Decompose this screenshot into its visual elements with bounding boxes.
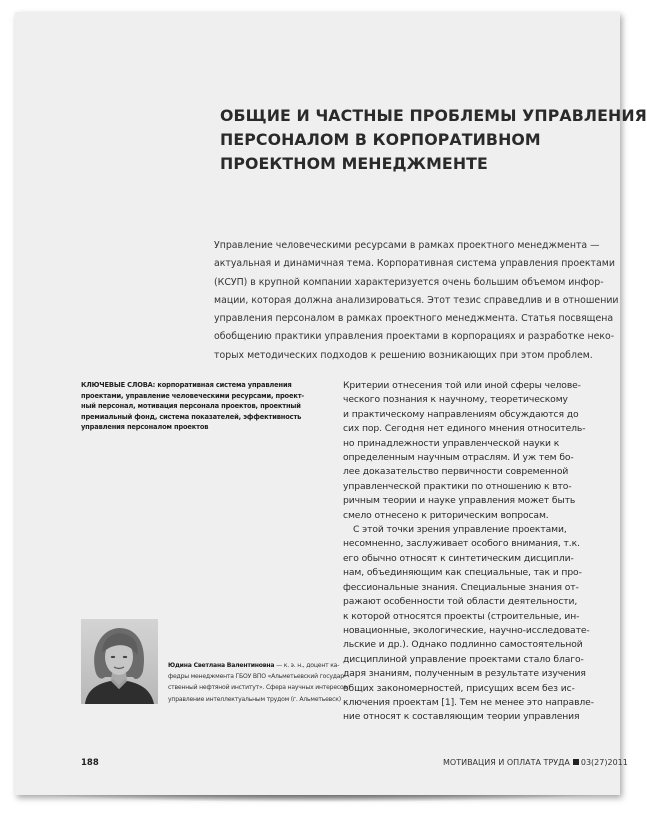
body-line: дисциплиной управление проектами стало благо-	[343, 653, 584, 665]
body-line: к которой относятся проекты (строительные, ин-	[343, 610, 580, 622]
keywords-line: премиальный фонд, система показателей, эффективность	[81, 411, 302, 421]
issue-number: 03(27)2011	[580, 758, 628, 767]
body-line: определенным научным отраслям. И уж тем бо-	[343, 452, 574, 464]
keywords-line: проектами, управление человеческими ресурсами, проект-	[81, 390, 305, 400]
body-line: нам, объединяющим как специальные, так и про-	[343, 567, 582, 579]
keywords-line: ный персонал, мотивация персонала проектов, проектный	[81, 401, 301, 411]
abstract-line: Управление человеческими ресурсами в рамках проектного менеджмента —	[214, 240, 600, 251]
author-portrait-image	[81, 619, 158, 704]
body-line: несомненно, заслуживает особого внимания, т.к.	[343, 538, 580, 550]
body-line: льские и др.). Однако подлинно самостоятельной	[343, 639, 583, 651]
abstract-line: обобщению практики управления проектами в корпорациях и разработке неко-	[214, 331, 615, 343]
body-line: ражают особенности той области деятельности,	[343, 596, 578, 608]
keywords-line: управления персоналом проектов	[81, 422, 209, 432]
bio-text: — к. э. н., доцент ка-	[274, 662, 340, 669]
body-line: управленческой практики по отношению к вто-	[343, 480, 572, 492]
title-line: ПРОЕКТНОМ МЕНЕДЖМЕНТЕ	[220, 154, 488, 173]
bio-line: ственный нефтяной институт». Сфера научных интересов:	[168, 684, 349, 692]
body-line: фессиональные знания. Специальные знания от-	[343, 581, 579, 593]
body-line: и практическому направлениям обсуждаются до	[343, 408, 579, 420]
body-line: ние относят к составляющим теории управления	[343, 711, 580, 723]
bio-line	[168, 660, 343, 671]
body-line: даря знаниям, полученным в результате изучения	[343, 668, 586, 680]
bio-line: управление интеллектуальным трудом (г. Альметьевск)	[168, 695, 341, 703]
body-line: его обычно относят к синтетическим дисципли-	[343, 552, 574, 564]
title-line: ОБЩИЕ И ЧАСТНЫЕ ПРОБЛЕМЫ УПРАВЛЕНИЯ	[220, 106, 647, 125]
body-line: ричным теории и науке управления может быть	[343, 495, 576, 507]
article-abstract	[214, 237, 619, 365]
author-bio	[168, 660, 349, 705]
body-line: общих закономерностей, присущих всем без ис-	[343, 682, 575, 694]
keywords-block	[81, 380, 321, 433]
author-photo	[81, 619, 158, 704]
body-line: ческого познания к научному, теоретическому	[343, 394, 568, 406]
journal-name: МОТИВАЦИЯ И ОПЛАТА ТРУДА	[443, 758, 570, 767]
journal-footer	[443, 758, 628, 767]
page-number: 188	[81, 758, 99, 768]
body-line: новационные, экологические, научно-исследовате-	[343, 624, 590, 636]
abstract-line: торых методических подходов к решению возникающих при этом проблем.	[214, 349, 593, 361]
article-title	[220, 104, 647, 176]
body-line: но принадлежности управленческой науки к	[343, 437, 560, 449]
abstract-line: управления персоналом в рамках проектного менеджмента. Статья посвящена	[214, 313, 614, 325]
body-line: ключения проектам [1]. Тем не менее это направле-	[343, 696, 594, 708]
abstract-line: мации, которая должна анализироваться. Этот тезис справедлив и в отношении	[214, 294, 619, 306]
magazine-page	[15, 12, 647, 795]
article-body	[343, 379, 603, 725]
bio-line: федры менеджмента ГБОУ ВПО «Альметьевский государ-	[168, 673, 346, 681]
keywords-line: КЛЮЧЕВЫЕ СЛОВА: корпоративная система управления	[81, 380, 292, 389]
author-name: Юдина Светлана Валентиновна	[168, 662, 275, 669]
abstract-line: (КСУП) в крупной компании характеризуется очень большим объемом инфор-	[214, 276, 604, 288]
title-line: ПЕРСОНАЛОМ В КОРПОРАТИВНОМ	[220, 130, 541, 149]
abstract-line: актуальная и динамичная тема. Корпоративная система управления проектами	[214, 258, 615, 270]
body-line: С этой точки зрения управление проектами,	[353, 524, 567, 536]
square-bullet-icon	[573, 759, 579, 765]
body-line: сих пор. Сегодня нет единого мнения относитель-	[343, 423, 586, 435]
body-line: лее доказательство первичности современной	[343, 466, 569, 478]
body-line: смело отнесено к риторическим вопросам.	[343, 509, 549, 521]
body-line: Критерии отнесения той или иной сферы челове-	[343, 380, 581, 391]
